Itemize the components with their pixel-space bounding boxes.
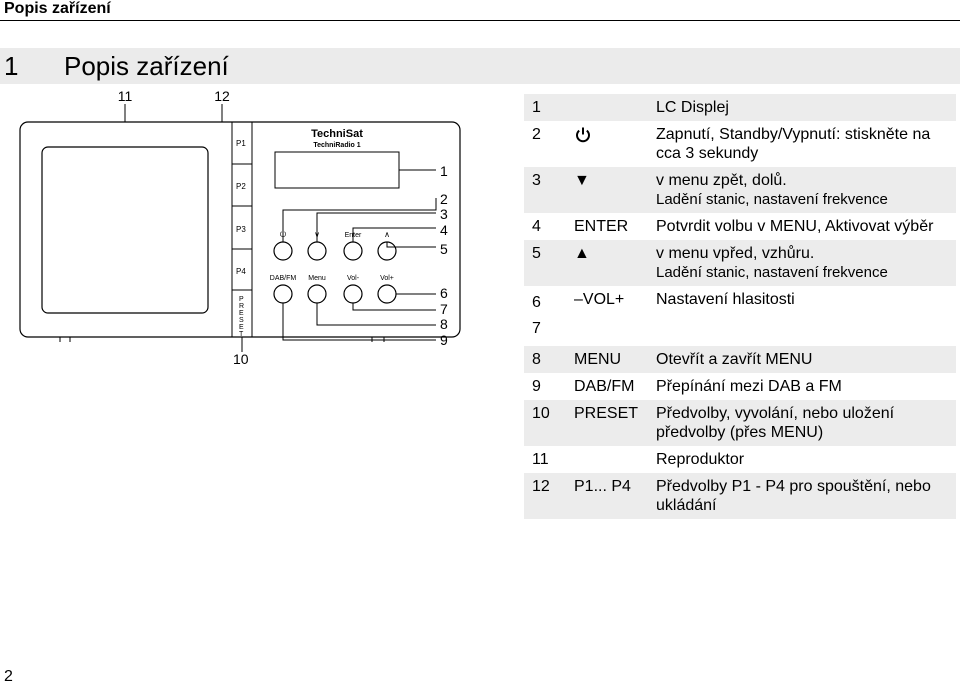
callout-12: 12 <box>214 88 230 104</box>
power-button <box>274 242 292 260</box>
legend-row <box>524 473 956 519</box>
page-number: 2 <box>4 668 13 685</box>
legend-key: MENU <box>574 346 656 373</box>
legend-key <box>574 446 656 473</box>
legend-desc: Potvrdit volbu v MENU, Aktivovat výběr <box>656 218 934 235</box>
legend-num: 10 <box>524 400 574 446</box>
legend-key: P1... P4 <box>574 473 656 519</box>
callout-4: 4 <box>440 222 448 238</box>
legend-desc-sub: Ladění stanic, nastavení frekvence <box>656 264 888 281</box>
down-button <box>308 242 326 260</box>
preset-letter: R <box>239 303 245 310</box>
callout-6: 6 <box>440 285 448 301</box>
legend-num: 8 <box>524 346 574 373</box>
legend-row <box>524 240 956 286</box>
legend-num: 4 <box>532 218 541 235</box>
preset-letter: S <box>239 317 244 324</box>
legend-desc: Reproduktor <box>656 451 745 468</box>
callout-2: 2 <box>440 191 448 207</box>
speaker-grille <box>42 147 208 313</box>
model-name: TechniRadio 1 <box>313 142 361 149</box>
power-label: ⏻ <box>279 230 287 239</box>
down-label: ∨ <box>314 230 320 239</box>
legend-desc: Otevřít a zavřít MENU <box>656 346 956 373</box>
dabfm-button <box>274 285 292 303</box>
legend-num: 6 7 <box>532 294 541 337</box>
legend-key: –VOL+ <box>574 291 625 308</box>
legend-num: 3 <box>524 167 574 213</box>
legend-key: ▲ <box>574 240 656 286</box>
callout-8: 8 <box>440 316 448 332</box>
legend-desc: Nastavení hlasitosti <box>656 291 795 308</box>
legend-desc-main: v menu vpřed, vzhůru. <box>656 245 815 262</box>
preset-letter: E <box>239 324 244 331</box>
volminus-label: Vol- <box>346 275 360 282</box>
header-rule <box>0 20 960 21</box>
section-number: 1 <box>4 51 19 81</box>
legend-row <box>524 373 956 400</box>
preset-p3-label: P3 <box>236 225 246 234</box>
legend-row <box>524 121 956 167</box>
legend-num: 11 <box>532 451 549 468</box>
callout-3: 3 <box>440 206 448 222</box>
legend-desc: Zapnutí, Standby/Vypnutí: stiskněte na cca 3 sekundy <box>656 126 931 162</box>
volplus-button <box>378 285 396 303</box>
enter-button <box>344 242 362 260</box>
legend-num: 2 <box>532 126 541 143</box>
legend-desc: Přepínání mezi DAB a FM <box>656 378 842 395</box>
legend-key: ▼ <box>574 167 656 213</box>
menu-button <box>308 285 326 303</box>
legend-key <box>574 94 656 121</box>
lc-display <box>275 152 399 188</box>
preset-p1-label: P1 <box>236 139 246 148</box>
callout-9: 9 <box>440 332 448 348</box>
preset-letter: T <box>239 331 244 338</box>
section-title: Popis zařízení <box>64 51 229 81</box>
legend-key: PRESET <box>574 400 656 446</box>
legend-row <box>524 346 956 373</box>
callout-5: 5 <box>440 241 448 257</box>
volplus-label: Vol+ <box>380 275 394 282</box>
running-header: Popis zařízení <box>4 0 111 17</box>
legend-row <box>524 446 956 473</box>
legend-key: DAB/FM <box>574 378 635 395</box>
preset-p4-label: P4 <box>236 267 246 276</box>
legend-num: 9 <box>532 378 541 395</box>
preset-letter: E <box>239 310 244 317</box>
legend-num: 1 <box>524 94 574 121</box>
legend-desc: Předvolby, vyvolání, nebo uložení předvolby (přes MENU) <box>656 400 956 446</box>
menu-label: Menu <box>308 275 326 282</box>
legend-num: 12 <box>524 473 574 519</box>
callout-10: 10 <box>233 351 249 367</box>
callout-7: 7 <box>440 301 448 317</box>
legend-desc-main: v menu zpět, dolů. <box>656 172 787 189</box>
legend-row <box>524 213 956 240</box>
legend-key <box>574 121 656 167</box>
brand-logo: TechniSat <box>311 128 363 140</box>
volminus-button <box>344 285 362 303</box>
legend-row <box>524 286 956 346</box>
preset-letter: P <box>239 296 244 303</box>
legend-desc <box>656 240 956 286</box>
up-label: ∧ <box>384 230 390 239</box>
legend-desc: LC Displej <box>656 94 956 121</box>
legend-desc: Předvolby P1 - P4 pro spouštění, nebo ukládání <box>656 473 956 519</box>
legend-desc-sub: Ladění stanic, nastavení frekvence <box>656 191 888 208</box>
legend-row <box>524 167 956 213</box>
callout-11: 11 <box>117 88 133 104</box>
legend-row <box>524 400 956 446</box>
legend-desc <box>656 167 956 213</box>
callout-1: 1 <box>440 163 448 179</box>
power-icon <box>574 126 592 144</box>
legend-key: ENTER <box>574 218 629 235</box>
legend-num: 5 <box>524 240 574 286</box>
device-diagram <box>0 80 500 380</box>
dabfm-label: DAB/FM <box>269 275 297 282</box>
legend-row <box>524 94 956 121</box>
legend-table <box>524 94 956 519</box>
enter-label: Enter <box>344 232 362 239</box>
preset-p2-label: P2 <box>236 182 246 191</box>
